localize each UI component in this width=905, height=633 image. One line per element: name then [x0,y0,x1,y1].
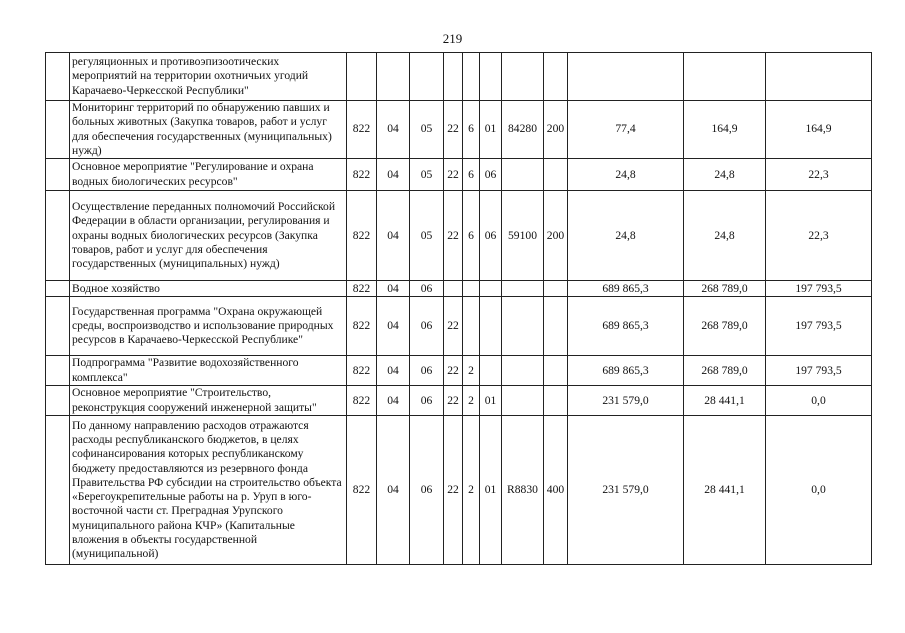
blank-cell [46,101,70,159]
code-cell-6: 01 [480,101,502,159]
code-cell-5 [463,281,480,297]
code-cell-5: 6 [463,191,480,281]
code-cell-4: 22 [444,191,463,281]
row-description: Мониторинг территорий по обнаружению павших и больных животных (Закупка товаров, работ и услуг для обеспечения государственных (муниципальных) нужд) [70,101,347,159]
code-cell-8: 200 [544,191,568,281]
blank-cell [46,53,70,101]
code-cell-7 [502,53,544,101]
code-cell-8: 400 [544,416,568,565]
code-cell-4 [444,53,463,101]
code-cell-3: 05 [410,159,444,191]
code-cell-6: 01 [480,416,502,565]
code-cell-1 [347,53,377,101]
code-cell-2: 04 [377,101,410,159]
row-description: Основное мероприятие "Строительство, реконструкция сооружений инженерной защиты" [70,386,347,416]
code-cell-8 [544,297,568,356]
amount-cell-3: 22,3 [766,159,872,191]
amount-cell-3: 0,0 [766,416,872,565]
table-row [46,297,872,356]
code-cell-6: 06 [480,159,502,191]
blank-cell [46,416,70,565]
code-cell-6: 01 [480,386,502,416]
code-cell-3: 06 [410,281,444,297]
row-description: Осуществление переданных полномочий Российской Федерации в области организации, регулирования и охраны водных биологических ресурсов (Закупка товаров, работ и услуг для обеспечения государственных (муниципальных) нужд) [70,191,347,281]
code-cell-7 [502,386,544,416]
code-cell-7 [502,159,544,191]
code-cell-1: 822 [347,159,377,191]
amount-cell-2: 28 441,1 [684,386,766,416]
amount-cell-3: 197 793,5 [766,297,872,356]
code-cell-7: 59100 [502,191,544,281]
amount-cell-2 [684,53,766,101]
table-row [46,101,872,159]
code-cell-7 [502,356,544,386]
amount-cell-1: 231 579,0 [568,386,684,416]
code-cell-8: 200 [544,101,568,159]
blank-cell [46,281,70,297]
code-cell-5: 6 [463,159,480,191]
amount-cell-1: 24,8 [568,191,684,281]
table-row [46,191,872,281]
table-row [46,416,872,565]
code-cell-2: 04 [377,281,410,297]
row-description: По данному направлению расходов отражаются расходы республиканского бюджетов, в целях софинансирования которых республиканскому бюджету предоставляются из резервного фонда Правительства РФ субсидии на строительство объекта «Берегоукрепительные работы на р. Уруп в юго-восточной части ст. Преградная Урупского муниципального района КЧР» (Капитальные вложения в объекты государственной (муниципальной) [70,416,347,565]
code-cell-3: 06 [410,356,444,386]
code-cell-4: 22 [444,159,463,191]
blank-cell [46,191,70,281]
amount-cell-2: 28 441,1 [684,416,766,565]
code-cell-6 [480,356,502,386]
code-cell-1: 822 [347,356,377,386]
amount-cell-1: 77,4 [568,101,684,159]
row-description: Водное хозяйство [70,281,347,297]
table-row [46,356,872,386]
amount-cell-2: 268 789,0 [684,356,766,386]
amount-cell-2: 24,8 [684,159,766,191]
code-cell-1: 822 [347,191,377,281]
code-cell-8 [544,281,568,297]
code-cell-1: 822 [347,101,377,159]
code-cell-3: 06 [410,386,444,416]
code-cell-3: 05 [410,101,444,159]
code-cell-6 [480,281,502,297]
amount-cell-2: 24,8 [684,191,766,281]
code-cell-2: 04 [377,416,410,565]
blank-cell [46,386,70,416]
code-cell-8 [544,53,568,101]
code-cell-1: 822 [347,297,377,356]
code-cell-5 [463,297,480,356]
code-cell-8 [544,356,568,386]
code-cell-4: 22 [444,297,463,356]
code-cell-3: 05 [410,191,444,281]
row-description: Государственная программа "Охрана окружающей среды, воспроизводство и использование природных ресурсов в Карачаево-Черкесской Республике" [70,297,347,356]
amount-cell-2: 268 789,0 [684,281,766,297]
code-cell-5: 2 [463,386,480,416]
code-cell-4: 22 [444,356,463,386]
code-cell-4: 22 [444,416,463,565]
code-cell-4 [444,281,463,297]
code-cell-5: 2 [463,416,480,565]
table-row [46,159,872,191]
code-cell-2: 04 [377,191,410,281]
code-cell-7: 84280 [502,101,544,159]
code-cell-2: 04 [377,159,410,191]
blank-cell [46,297,70,356]
amount-cell-1: 689 865,3 [568,297,684,356]
code-cell-1: 822 [347,416,377,565]
amount-cell-3: 0,0 [766,386,872,416]
table-row [46,281,872,297]
row-description: Основное мероприятие "Регулирование и охрана водных биологических ресурсов" [70,159,347,191]
budget-table [45,52,872,565]
amount-cell-3: 22,3 [766,191,872,281]
amount-cell-3: 164,9 [766,101,872,159]
row-description: Подпрограмма "Развитие водохозяйственного комплекса" [70,356,347,386]
code-cell-4: 22 [444,386,463,416]
code-cell-1: 822 [347,386,377,416]
blank-cell [46,159,70,191]
blank-cell [46,356,70,386]
amount-cell-3: 197 793,5 [766,356,872,386]
amount-cell-3 [766,53,872,101]
table-row [46,53,872,101]
amount-cell-2: 268 789,0 [684,297,766,356]
code-cell-3 [410,53,444,101]
code-cell-3: 06 [410,297,444,356]
code-cell-8 [544,386,568,416]
amount-cell-1: 689 865,3 [568,356,684,386]
code-cell-4: 22 [444,101,463,159]
code-cell-6: 06 [480,191,502,281]
amount-cell-1: 231 579,0 [568,416,684,565]
code-cell-2: 04 [377,297,410,356]
row-description: регуляционных и противоэпизоотических мероприятий на территории охотничьих угодий Карачаево-Черкесской Республики" [70,53,347,101]
code-cell-6 [480,53,502,101]
code-cell-5 [463,53,480,101]
amount-cell-1: 689 865,3 [568,281,684,297]
code-cell-2: 04 [377,356,410,386]
table-row [46,386,872,416]
code-cell-7 [502,297,544,356]
amount-cell-3: 197 793,5 [766,281,872,297]
amount-cell-2: 164,9 [684,101,766,159]
code-cell-7: R8830 [502,416,544,565]
code-cell-8 [544,159,568,191]
amount-cell-1: 24,8 [568,159,684,191]
code-cell-5: 2 [463,356,480,386]
code-cell-5: 6 [463,101,480,159]
page-number: 219 [442,31,463,46]
amount-cell-1 [568,53,684,101]
code-cell-7 [502,281,544,297]
code-cell-6 [480,297,502,356]
code-cell-3: 06 [410,416,444,565]
code-cell-1: 822 [347,281,377,297]
code-cell-2 [377,53,410,101]
code-cell-2: 04 [377,386,410,416]
